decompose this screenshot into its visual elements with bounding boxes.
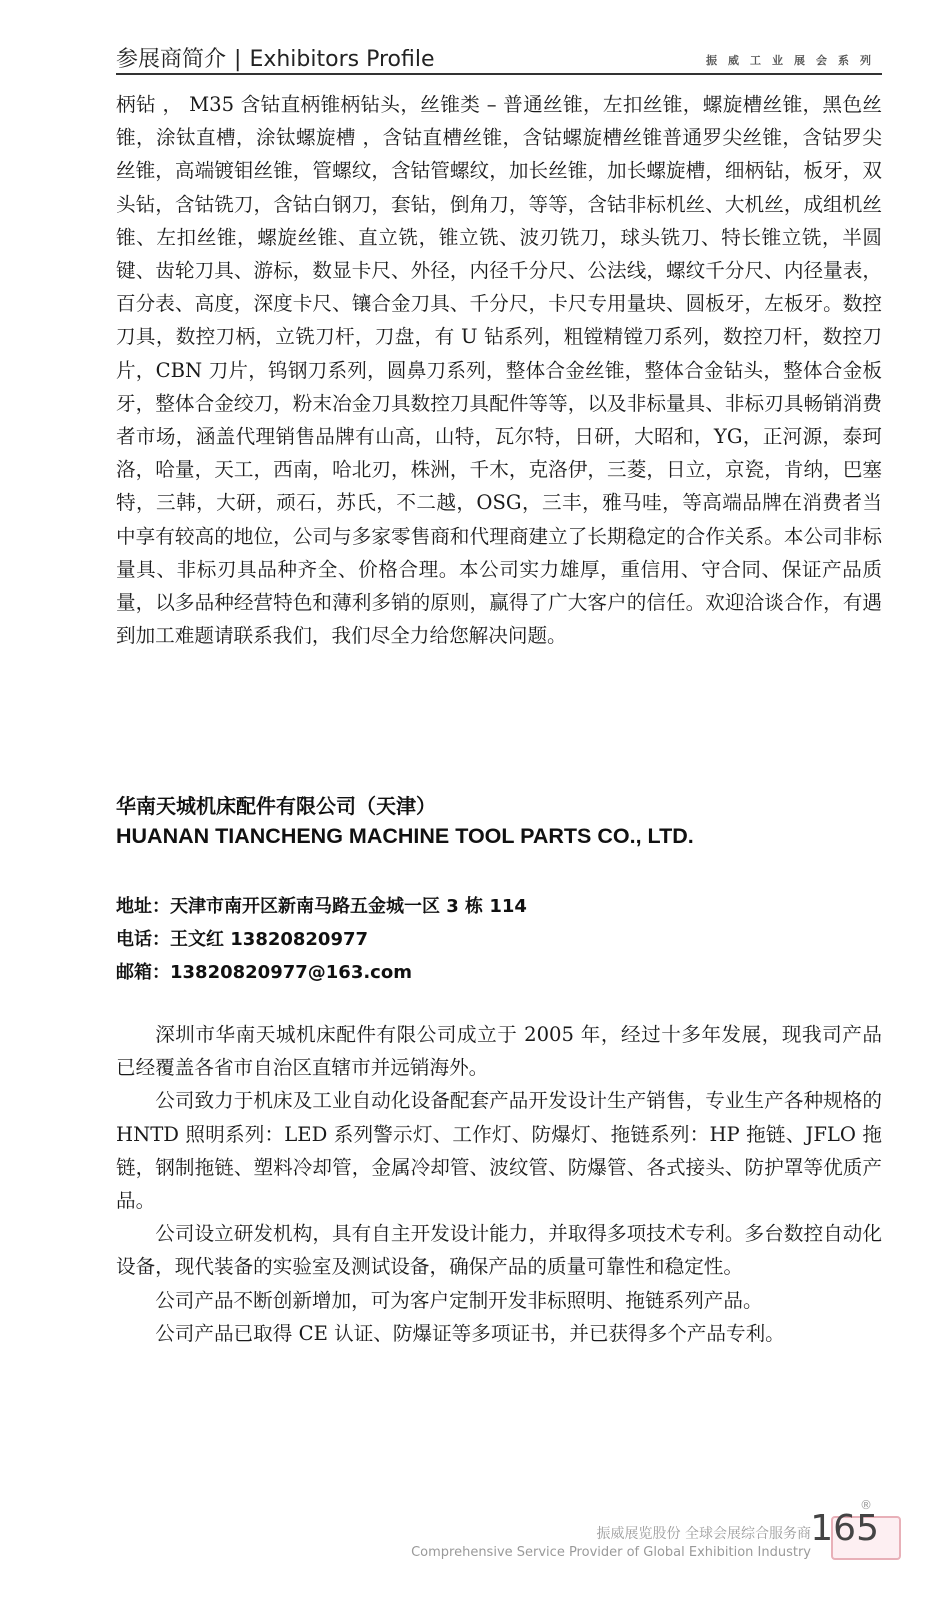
company-address: 地址：天津市南开区新南马路五金城一区 3 栋 114: [116, 896, 527, 917]
series-label: 振威工业展会系列: [706, 54, 882, 67]
title-separator: |: [234, 47, 242, 72]
footer-tagline-cn: 振威展览股份 全球会展综合服务商: [596, 1526, 811, 1542]
description-paragraph: 公司产品已取得 CE 认证、防爆证等多项证书，并已获得多个产品专利。: [155, 1321, 785, 1345]
section-title-cn: 参展商简介: [116, 47, 227, 72]
contact-info: [116, 890, 527, 989]
company-email: 邮箱：13820820977@163.com: [116, 962, 412, 983]
header-divider: [116, 73, 882, 75]
description-paragraph: 公司产品不断创新增加，可为客户定制开发非标照明、拖链系列产品。: [155, 1288, 763, 1312]
registered-mark: ®: [860, 1498, 872, 1512]
section-title-en: Exhibitors Profile: [249, 47, 435, 72]
company-name-en: HUANAN TIANCHENG MACHINE TOOL PARTS CO., LTD.: [116, 824, 694, 848]
page-header: [116, 40, 882, 76]
footer-tagline-en: Comprehensive Service Provider of Global Exhibition Industry: [411, 1545, 811, 1560]
page-number: 165: [810, 1508, 879, 1549]
description-paragraph: 深圳市华南天城机床配件有限公司成立于 2005 年，经过十多年发展，现我司产品已经覆盖各省市自治区直辖市并远销海外。: [116, 1023, 882, 1080]
description-paragraph: 公司致力于机床及工业自动化设备配套产品开发设计生产销售，专业生产各种规格的 HNTD 照明系列：LED 系列警示灯、工作灯、防爆灯、拖链系列：HP 拖链、JFLO 拖链，钢制拖链、塑料冷却管，金属冷却管、波纹管、防爆管、各式接头、防护罩等优质产品。: [116, 1089, 882, 1213]
company-phone: 电话：王文红 13820820977: [116, 929, 369, 950]
section-title: [116, 42, 434, 73]
company-description: [116, 1018, 882, 1350]
intro-paragraph: 柄钻 ， M35 含钴直柄锥柄钻头，丝锥类 – 普通丝锥，左扣丝锥，螺旋槽丝锥，黑色丝锥，涂钛直槽，涂钛螺旋槽 ，含钴直槽丝锥，含钴螺旋槽丝锥普通罗尖丝锥，含钴罗尖丝锥，高端镀钼丝锥，管螺纹，含钴管螺纹，加长丝锥，加长螺旋槽，细柄钻，板牙，双头钻，含钴铣刀，含钴白钢刀，套钻，倒角刀，等等，含钴非标机丝、大机丝，成组机丝锥、左扣丝锥，螺旋丝锥、直立铣，锥立铣、波刃铣刀，球头铣刀、特长锥立铣，半圆键、齿轮刀具、游标，数显卡尺、外径，内径千分尺、公法线，螺纹千分尺、内径量表，百分表、高度，深度卡尺、镶合金刀具、千分尺，卡尺专用量块、圆板牙，左板牙。数控刀具，数控刀柄，立铣刀杆，刀盘，有 U 钻系列，粗镗精镗刀系列，数控刀杆，数控刀片，CBN 刀片，钨钢刀系列，圆鼻刀系列，整体合金丝锥，整体合金钻头，整体合金板牙，整体合金绞刀，粉末冶金刀具数控刀具配件等等，以及非标量具、非标刃具畅销消费者市场，涵盖代理销售品牌有山高，山特，瓦尔特，日研，大昭和，YG，正河源，泰珂洛，哈量，天工，西南，哈北刃，株洲，千木，克洛伊，三菱，日立，京瓷，肯纳，巴塞特，三韩，大研，顽石，苏氏，不二越，OSG，三丰，雅马哇，等高端品牌在消费者当中享有较高的地位，公司与多家零售商和代理商建立了长期稳定的合作关系。本公司非标量具、非标刃具品种齐全、价格合理。本公司实力雄厚，重信用、守合同、保证产品质量，以多品种经营特色和薄利多销的原则，赢得了广大客户的信任。欢迎洽谈合作，有遇到加工难题请联系我们，我们尽全力给您解决问题。: [116, 93, 882, 648]
company-name-cn: 华南天城机床配件有限公司（天津）: [116, 794, 436, 818]
description-paragraph: 公司设立研发机构，具有自主开发设计能力，并取得多项技术专利。多台数控自动化设备，现代装备的实验室及测试设备，确保产品的质量可靠性和稳定性。: [116, 1222, 882, 1279]
